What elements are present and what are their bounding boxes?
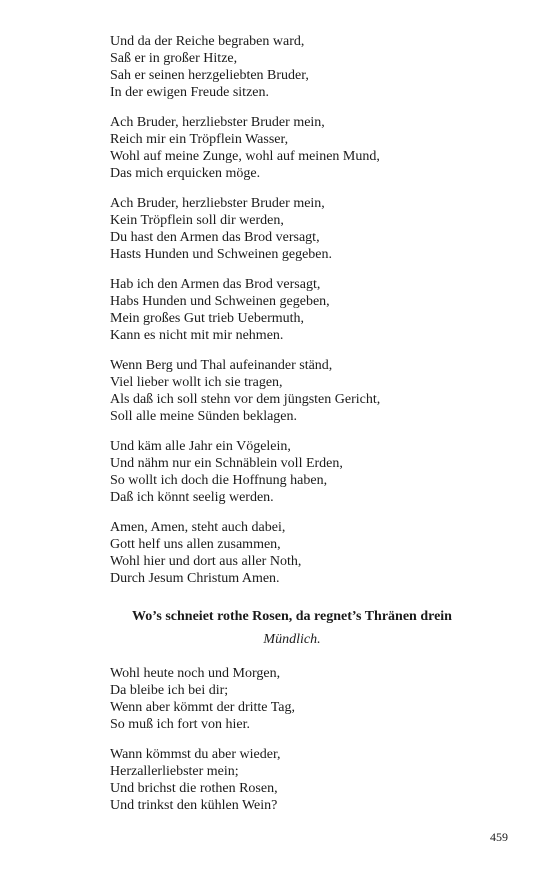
verse-line: Gott helf uns allen zusammen, (110, 537, 281, 552)
verse-line: Kann es nicht mit mir nehmen. (110, 328, 284, 343)
verse-line: Wenn Berg und Thal aufeinander ständ, (110, 358, 333, 373)
verse-line: So wollt ich doch die Hoffnung haben, (110, 473, 328, 488)
stanza (110, 357, 510, 425)
page-number: 459 (490, 830, 508, 844)
verse-line: Wenn aber kömmt der dritte Tag, (110, 700, 296, 715)
verse-line: Ach Bruder, herzliebster Bruder mein, (110, 115, 325, 130)
verse-line: Da bleibe ich bei dir; (110, 683, 229, 698)
poem-title: Wo’s schneiet rothe Rosen, da regnet’s Thränen drein (132, 609, 452, 624)
verse-line: So muß ich fort von hier. (110, 717, 250, 732)
verse-line: Und käm alle Jahr ein Vögelein, (110, 439, 291, 454)
stanza (110, 438, 510, 506)
stanza (110, 276, 510, 344)
poem-source: Mündlich. (263, 632, 321, 647)
verse-line: Soll alle meine Sünden beklagen. (110, 409, 298, 424)
verse-line: Als daß ich soll stehn vor dem jüngsten Gericht, (110, 392, 381, 407)
verse-line: Amen, Amen, steht auch dabei, (110, 520, 286, 535)
verse-line: Mein großes Gut trieb Uebermuth, (110, 311, 305, 326)
verse-line: Und nähm nur ein Schnäblein voll Erden, (110, 456, 343, 471)
stanza (110, 665, 510, 733)
verse-line: Viel lieber wollt ich sie tragen, (110, 375, 283, 390)
verse-line: Durch Jesum Christum Amen. (110, 571, 280, 586)
verse-line: Hasts Hunden und Schweinen gegeben. (110, 247, 333, 262)
stanza (110, 114, 510, 182)
verse-line: Wann kömmst du aber wieder, (110, 747, 281, 762)
verse-line: Kein Tröpflein soll dir werden, (110, 213, 284, 228)
verse-line: Du hast den Armen das Brod versagt, (110, 230, 320, 245)
verse-line: Und brichst die rothen Rosen, (110, 781, 278, 796)
stanza (110, 519, 510, 587)
verse-line: Wohl auf meine Zunge, wohl auf meinen Mund, (110, 149, 380, 164)
verse-line: Herzallerliebster mein; (110, 764, 239, 779)
stanza (110, 195, 510, 263)
verse-line: Und trinkst den kühlen Wein? (110, 798, 278, 813)
verse-line: In der ewigen Freude sitzen. (110, 85, 269, 100)
stanza (110, 33, 510, 101)
verse-line: Hab ich den Armen das Brod versagt, (110, 277, 321, 292)
verse-line: Sah er seinen herzgeliebten Bruder, (110, 68, 309, 83)
verse-line: Das mich erquicken möge. (110, 166, 261, 181)
stanza (110, 746, 510, 814)
verse-line: Ach Bruder, herzliebster Bruder mein, (110, 196, 325, 211)
verse-line: Daß ich könnt seelig werden. (110, 490, 274, 505)
verse-line: Habs Hunden und Schweinen gegeben, (110, 294, 330, 309)
verse-line: Wohl hier und dort aus aller Noth, (110, 554, 302, 569)
verse-line: Reich mir ein Tröpflein Wasser, (110, 132, 289, 147)
verse-line: Wohl heute noch und Morgen, (110, 666, 281, 681)
verse-line: Saß er in großer Hitze, (110, 51, 238, 66)
verse-line: Und da der Reiche begraben ward, (110, 34, 305, 49)
